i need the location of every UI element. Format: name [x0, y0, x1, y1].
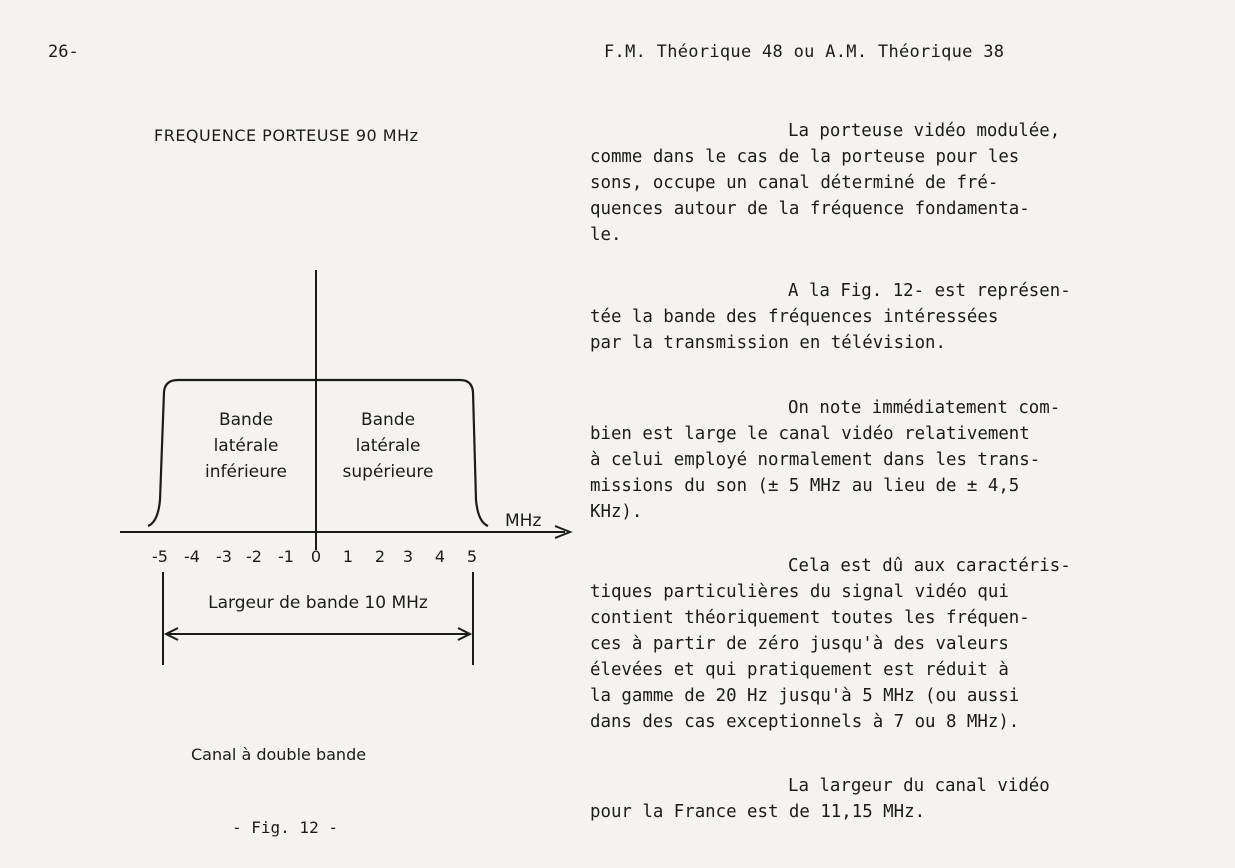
running-header: F.M. Théorique 48 ou A.M. Théorique 38 [604, 42, 1005, 62]
text-line: A la Fig. 12- est représen- [788, 281, 1071, 301]
tick-label: 1 [342, 547, 354, 566]
page-number: 26- [48, 42, 79, 62]
right-band-label-2: latérale [355, 436, 421, 456]
paragraph-4 [590, 553, 1190, 735]
bandwidth-label: Largeur de bande 10 MHz [208, 593, 428, 613]
left-band-label-1: Bande [218, 410, 274, 430]
tick-label: 0 [310, 547, 322, 566]
axis-unit-label: MHz [505, 511, 542, 531]
tick-label: -3 [216, 547, 232, 566]
text-line: contient théoriquement toutes les fréquen- [590, 608, 1030, 628]
tick-label: 4 [434, 547, 446, 566]
tick-label: 2 [374, 547, 386, 566]
paragraph-2 [590, 278, 1190, 356]
text-line: Cela est dû aux caractéris- [788, 556, 1071, 576]
tick-label: 3 [402, 547, 414, 566]
tick-label: -4 [184, 547, 200, 566]
text-line: élevées et qui pratiquement est réduit à [590, 660, 1009, 680]
text-line: tée la bande des fréquences intéressées [590, 307, 999, 327]
text-line: par la transmission en télévision. [590, 333, 946, 353]
figure-title: FREQUENCE PORTEUSE 90 MHz [154, 126, 419, 145]
tick-label: 5 [466, 547, 478, 566]
text-line: La porteuse vidéo modulée, [788, 121, 1061, 141]
text-line: tiques particulières du signal vidéo qui [590, 582, 1009, 602]
band-envelope [148, 380, 488, 526]
text-line: le. [590, 225, 622, 245]
text-line: On note immédiatement com- [788, 398, 1061, 418]
left-band-label-3: inférieure [205, 462, 287, 482]
tick-labels [152, 547, 477, 566]
text-line: ces à partir de zéro jusqu'à des valeurs [590, 634, 1009, 654]
text-line: quences autour de la fréquence fondamenta- [590, 199, 1030, 219]
tick-label: -1 [278, 547, 294, 566]
right-band-label-3: supérieure [342, 462, 434, 482]
tick-label: -2 [246, 547, 262, 566]
text-line: comme dans le cas de la porteuse pour les [590, 147, 1020, 167]
figure-caption: Canal à double bande [191, 745, 367, 764]
paragraph-5 [590, 773, 1190, 825]
right-band-label-1: Bande [360, 410, 416, 430]
paragraph-3 [590, 395, 1190, 525]
text-line: bien est large le canal vidéo relativement [590, 424, 1030, 444]
bandwidth-diagram [100, 250, 600, 680]
text-line: missions du son (± 5 MHz au lieu de ± 4,5 [590, 476, 1020, 496]
left-band-label-2: latérale [213, 436, 279, 456]
text-line: pour la France est de 11,15 MHz. [590, 802, 926, 822]
text-line: La largeur du canal vidéo [788, 776, 1050, 796]
text-line: la gamme de 20 Hz jusqu'à 5 MHz (ou aussi [590, 686, 1020, 706]
text-line: KHz). [590, 502, 643, 522]
text-line: à celui employé normalement dans les trans- [590, 450, 1041, 470]
tick-label: -5 [152, 547, 168, 566]
text-line: dans des cas exceptionnels à 7 ou 8 MHz). [590, 712, 1020, 732]
paragraph-1 [590, 118, 1190, 248]
text-line: sons, occupe un canal déterminé de fré- [590, 173, 999, 193]
figure-number: - Fig. 12 - [232, 818, 338, 837]
